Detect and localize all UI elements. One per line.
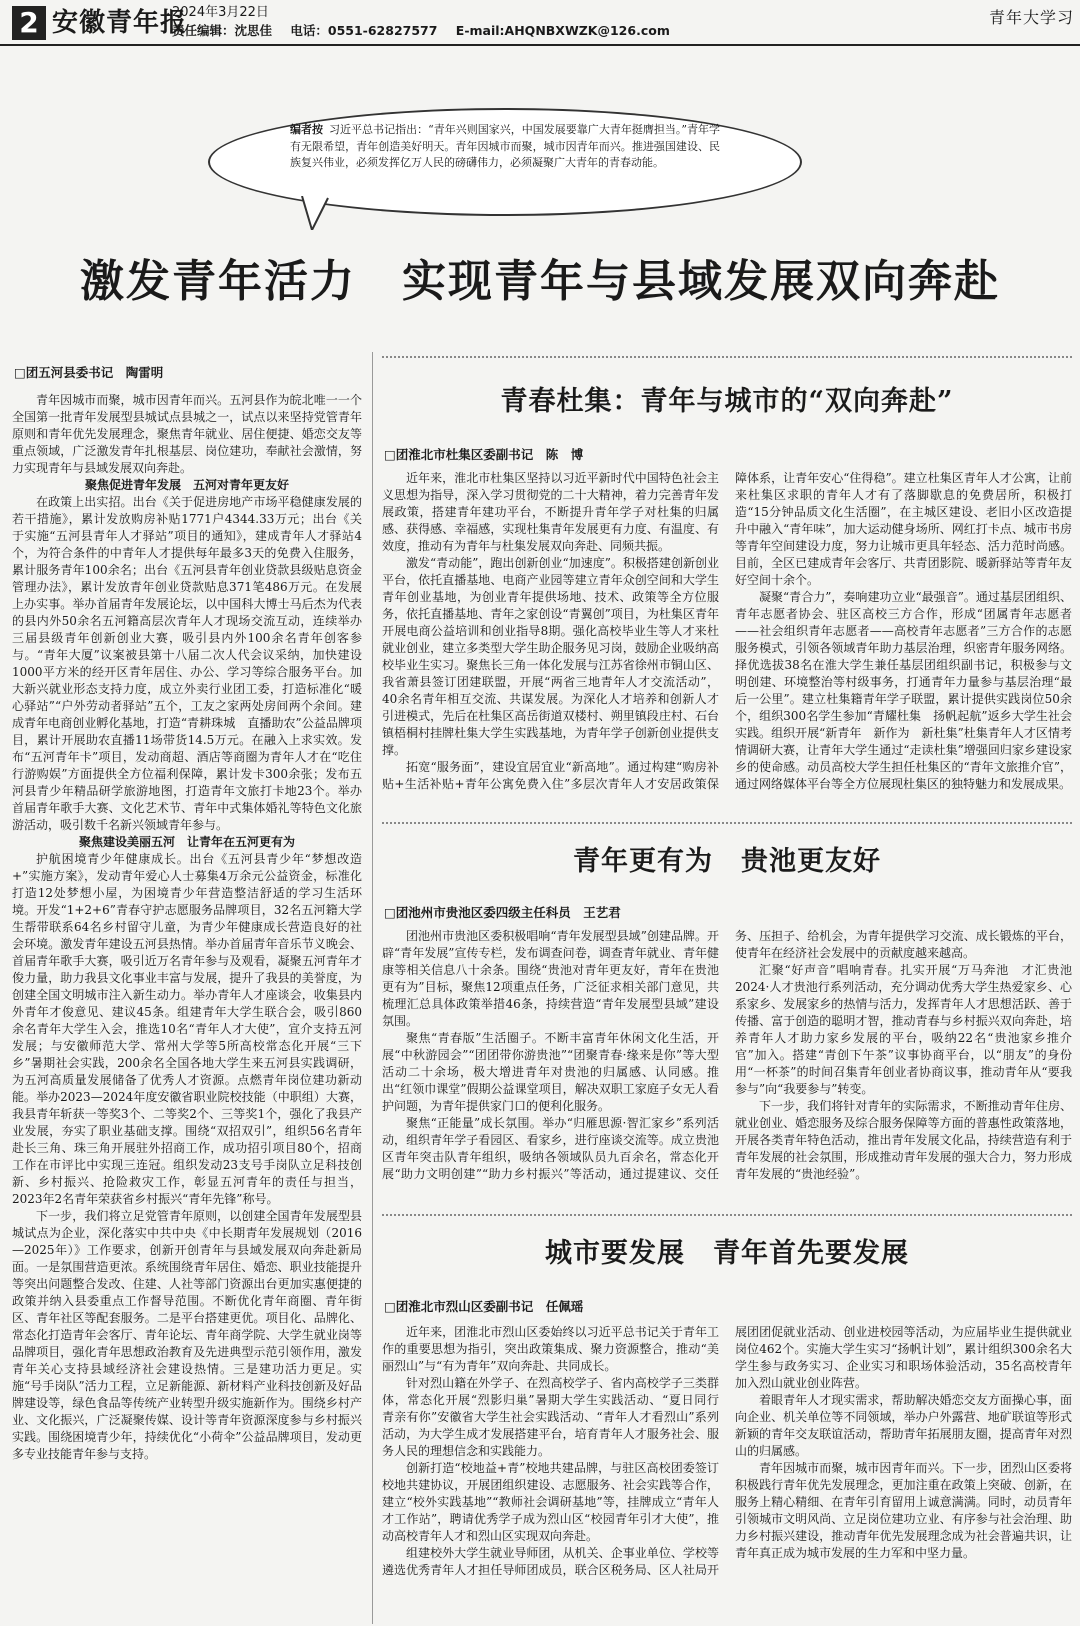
article1-paragraph: 下一步，我们将立足党管青年原则，以创建全国青年发展型县城试点为企业，深化落实中共中央《中长期青年发展规划（2016—2025年）》工作要求，创新开创青年与县域发展双向奔赴新局面。一是氛围营造更浓。系统围绕青年居住、婚恋、职业技能提升等突出问题整合发改、住建、人社等部门资源出台更加实惠便捷的政策并纳入县委重点工作督导范围。不断优化青年商圈、青年街区、青年社区等配套服务。二是平台搭建更优。项目化、品牌化、常态化打造青年会客厅、青年论坛、青年商学院、大学生就业岗等品牌项目，强化青年思想政治教育及先进典型示范引领作用，激发青年关心支持县域经济社会建设热情。三是建功活力更足。实施“号手岗队”活力工程，立足新能源、新材料产业科技创新及好品牌建设等，绿色食品等传统产业转型升级实施新作为。围绕乡村产业、文化振兴，广泛凝聚传媒、设计等青年资源深度参与乡村振兴实践。围绕困境青少年，持续优化“小荷伞”公益品牌项目，发动更多专业技能青年参与支持。 bbox=[12, 1209, 362, 1461]
article1-body bbox=[12, 392, 362, 1620]
section2-body bbox=[382, 928, 1072, 1200]
contact-line bbox=[172, 22, 684, 40]
section1-paragraph: 近年来，淮北市杜集区坚持以习近平新时代中国特色社会主义思想为指导，深入学习贯彻党的二十大精神，着力完善青年发展政策，搭建青年建功平台，不断提升青年学子对杜集的归属感、获得感、幸福感，实现杜集青年发展更有力度、有温度、有效度，推动有为青年与杜集发展双向奔赴、同频共振。 bbox=[382, 471, 719, 553]
editor-note-text: 习近平总书记指出：“青年兴则国家兴，中国发展要靠广大青年挺膺担当。”青年学有无限希望，青年创造美好明天。青年因城市而聚，城市因青年而兴。推进强国建设、民族复兴伟业，必须发挥亿万人民的磅礴伟力，必须凝聚广大青年的青春动能。 bbox=[290, 123, 721, 169]
article1-byline: □团五河县委书记 陶雷明 bbox=[14, 365, 164, 380]
editor-name: 责任编辑：沈思佳 bbox=[172, 23, 273, 38]
section1-paragraph: 激发“青动能”，跑出创新创业“加速度”。积极搭建创新创业平台，依托直播基地、电商产业园等建立青年众创空间和大学生青年创业基地，为创业青年提供场地、技术、政策等全方位服务，依托直播基地、青年之家创设“青翼创”项目，为杜集区青年开展电商公益培训和创业指导8期。强化高校毕业生等人才来杜就业创业，建立多类型大学生助企服务见习岗，鼓励企业吸纳高校毕业生实习。聚焦长三角一体化发展与江苏省徐州市铜山区、我省萧县签订团建联盟，开展“两省三地青年人才交流活动”，40余名青年相互交流、共谋发展。为深化人才培养和创新人才引进模式，先后在杜集区高岳街道双楼村、朔里镇段庄村、石台镇梧桐村挂牌杜集大学生实践基地，为青年学子创新创业提供支撑。 bbox=[382, 556, 719, 757]
section3-paragraph: 创新打造“校地益+青”校地共建品牌，与驻区高校团委签订校地共建协议，开展团组织建设、志愿服务、社会实践等合作，建立“校外实践基地”“教师社会调研基地”等，挂牌成立“青年人才工作站”，聘请优秀学子成为烈山区“校园青年引才大使”，推动高校青年人才和烈山区实现双向奔赴。 bbox=[382, 1461, 719, 1543]
editor-note-label: 编者按 bbox=[290, 123, 324, 136]
phone-number: 电话：0551-62827577 bbox=[290, 23, 438, 38]
section3-paragraph: 青年因城市而聚，城市因青年而兴。下一步，团烈山区委将积极践行青年优先发展理念，更加注重在政策上突破、创新，在服务上精心精细、在青年引育留用上诚意满满。同时，动员青年引领城市文明风尚、立足岗位建功立业、有序参与社会治理、助力乡村振兴建设，推动青年优先发展理念成为社会普遍共识，让青年真正成为城市发展的生力军和中坚力量。 bbox=[735, 1461, 1072, 1560]
article1-subheading: 聚焦促进青年发展 五河对青年更友好 bbox=[84, 478, 289, 492]
section1-byline: □团淮北市杜集区委副书记 陈 博 bbox=[384, 447, 584, 462]
article1-paragraph: 护航困境青少年健康成长。出台《五河县青少年“梦想改造+”实施方案》，发动青年爱心人士募集4万余元公益资金，标准化打造12处梦想小屋，为困境青少年营造整洁舒适的学习生活环境。开发“1+2+6”青春守护志愿服务品牌项目，32名五河籍大学生帮带联系64名乡村留守儿童，为青少年健康成长营造良好的社会环境。激发青年建设五河县热情。举办首届青年音乐节义晚会、首届青年歌手大赛，吸引近万名青年参与及观看，凝聚五河青年才俊力量，助力我县文化事业丰富与发展，提升了我县的美誉度，为创建全国文明城市注入新生动力。举办青年人才座谈会，收集县内外青年才俊意见、建议45条。组建青年大学生联合会，吸引860余名青年大学生入会，推选10名“青年人才大使”，宣介支持五河发展；与安徽师范大学、常州大学等5所高校常态化开展“三下乡”暑期社会实践，200余名全国各地大学生来五河县实践调研，为五河高质量发展储备了优秀人才资源。点燃青年岗位建功新动能。举办2023—2024年度安徽省职业院校技能（中职组）大赛，我县青年斩获一等奖3个、二等奖2个、三等奖1个，强化了我县产业发展，夯实了职业基础支撑。围绕“双招双引”，组织56名青年赴长三角、珠三角开展驻外招商工作，成功招引项目80个，招商工作在市评比中实现三连冠。组织发动23支号手岗队立足科技创新、乡村振兴、抢险救灾工作，彰显五河青年的责任与担当，2023年2名青年荣获省乡村振兴“青年先锋”称号。 bbox=[12, 852, 362, 1206]
email-address: E-mail:AHQNBXWZK@126.com bbox=[455, 23, 670, 38]
section2-title: 青年更有为 贵池更友好 bbox=[573, 846, 881, 877]
section1-body bbox=[382, 470, 1072, 810]
section3-paragraph: 着眼青年人才现实需求，帮助解决婚恋交友方面操心事，面向企业、机关单位等不同领域，举办户外露营、地矿联谊等形式新颖的青年交友联谊活动，帮助青年拓展朋友圈，提高青年对烈山的归属感。 bbox=[735, 1393, 1072, 1458]
section3-paragraph: 针对烈山籍在外学子、在烈高校学子、省内高校学子三类群体，常态化开展“烈影归巢”暑期大学生实践活动、“夏日同行 青亲有你”安徽省大学生社会实践活动、“青年人才看烈山”系列活动，为大学生成才发展搭建平台，培育青年人才服务社会、服务人民的理想信念和实践能力。 bbox=[382, 1376, 732, 1458]
section3-title: 城市要发展 青年首先要发展 bbox=[545, 1238, 909, 1269]
section2-paragraph: 下一步，我们将针对青年的实际需求，不断推动青年住房、就业创业、婚恋服务及综合服务保障等方面的普惠性政策落地，开展各类青年特色活动，推出青年发展文化品，持续营造有利于青年发展的社会氛围，形成推动青年发展的强大合力，努力形成青年发展的“贵池经验”。 bbox=[735, 1099, 1072, 1181]
speech-bubble-tail-icon bbox=[298, 196, 344, 230]
newspaper-name: 安徽青年报 bbox=[52, 8, 188, 38]
editor-note bbox=[290, 122, 720, 172]
section1-title: 青春杜集：青年与城市的“双向奔赴” bbox=[500, 386, 954, 417]
section2-paragraph: 聚焦“正能量”成长氛围。举办“归雁思源·智汇家乡”系列活动，组织青年学子看园区、看家乡，进行座谈交流等。成立贵池区青年突击队青年组织，吸纳各领域队员九百余名，常态化开展“助力文明创建”“助力乡村振兴”等活动，通过提建议、交任务、压担子、给机会，为青年提供学习交流、成长锻炼的平台，使青年在经济社会发展中的贡献度越来越高。 bbox=[382, 929, 1072, 1181]
section3-paragraph: 组建校外大学生就业导师团，从机关、企事业单位、学校等遴选优秀青年人才担任导师团成员，联合区税务局、区人社局开展团团促就业活动、创业进校园等活动，为应届毕业生提供就业岗位462个。实施大学生实习“扬帆计划”，累计组织300余名大学生参与政务实习、企业实习和职场体验活动，35名高校青年加入烈山就业创业阵营。 bbox=[382, 1325, 1072, 1577]
section2-paragraph: 聚焦“青春版”生活圈子。不断丰富青年休闲文化生活，开展“中秋游园会”“团团带你游贵池”“团聚青春·缘来是你”等大型活动二十余场，极大增进青年对贵池的归属感、认同感。推出“红领巾课堂”假期公益课堂项目，解决双职工家庭子女无人看护问题，为青年提供家门口的便利化服务。 bbox=[382, 1031, 719, 1113]
section3-body bbox=[382, 1324, 1072, 1620]
column-divider bbox=[372, 352, 373, 1624]
section2-top-rule bbox=[382, 822, 1072, 824]
section1-top-rule bbox=[382, 356, 1072, 358]
article1-paragraph: 在政策上出实招。出台《关于促进房地产市场平稳健康发展的若干措施》，累计发放购房补贴1771户4344.33万元；出台《关于实施“五河县青年人才驿站”项目的通知》，建成青年人才驿站4个，为符合条件的中青年人才提供每年最多3天的免费入住服务，累计服务青年100余名；出台《五河县青年创业贷款县级贴息资金管理办法》，累计发放青年创业贷款贴息371笔486万元。在发展上办实事。举办首届青年发展论坛，以中国科大博士马后杰为代表的县内外50余名五河籍高层次青年人才现场交流互动，连续举办三届县级青年创新创业大赛，吸引县内外100余名青年创客参与。“青年大厦”议案被县第十八届二次人代会议采纳，加快建设1000平方米的经开区青年居住、办公、学习等综合服务平台。加大新兴就业形态支持力度，成立外卖行业团工委，打造标准化“暖心驿站”“户外劳动者驿站”五个，工友之家两处房间两个余间。建成青年电商创业孵化基地，打造“青耕珠城 直播助农”公益品牌项目，累计开展助农直播11场带货14.5万元。在融入上求实效。发布“五河青年卡”项目，发动商超、酒店等商圈为青年人才在“吃住行游购娱”方面提供全方位福利保障，累计发卡300余张；发布五河县青少年精品研学旅游地图，打造青年文旅打卡地23个。举办首届青年歌手大赛、文化艺术节、青年中式集体婚礼等特色文化旅游活动，吸引数千名新兴领域青年参与。 bbox=[12, 495, 362, 832]
page-number: 2 bbox=[12, 6, 46, 40]
section2-byline: □团池州市贵池区委四级主任科员 王艺君 bbox=[384, 905, 621, 920]
section1-paragraph: 凝聚“青合力”，奏响建功立业“最强音”。通过基层团组织、青年志愿者协会、驻区高校三方合作，形成“团属青年志愿者——社会组织青年志愿者——高校青年志愿者”三方合作的志愿服务模式，引领各领域青年助力基层治理，织密青年服务网络。择优选拔38名在淮大学生兼任基层团组织副书记，积极参与文明创建、环境整治等村级事务，打通青年力量参与基层治理“最后一公里”。建立杜集籍青年学子联盟，累计提供实践岗位50余个，组织300名学生参加“青耀杜集 扬帆起航”返乡大学生社会实践。组织开展“新青年 新作为 新杜集”杜集青年人才区情考情调研大赛，让青年大学生通过“走读杜集”增强回归家乡建设家乡的使命感。动员高校大学生担任杜集区的“青年文旅推介官”，通过网络媒体平台等全方位展现杜集区的独特魅力和发展成果。 bbox=[735, 590, 1072, 791]
section2-paragraph: 汇聚“好声音”唱响青春。扎实开展“万马奔池 才汇贵池2024·人才贵池行系列活动，充分调动优秀大学生热爱家乡、心系家乡、发展家乡的热情与活力，发挥青年人才思想活跃、善于传播、富于创造的聪明才智，推动青春与乡村振兴双向奔赴，培养青年人才助力家乡发展的平台，吸纳22名“贵池家乡推介官”加入。搭建“青创下午茶”议事协商平台，以“朋友”的身份用“一杯茶”的时间召集青年创业者协商议事，推动青年从“要我参与”向“我要参与”转变。 bbox=[735, 963, 1072, 1096]
article1-subheading: 聚焦建设美丽五河 让青年在五河更有为 bbox=[78, 835, 295, 849]
section3-paragraph: 近年来，团淮北市烈山区委始终以习近平总书记关于青年工作的重要思想为指引，突出政策集成、聚力资源整合，推动“美丽烈山”与“有为青年”双向奔赴、共同成长。 bbox=[382, 1325, 719, 1373]
masthead bbox=[0, 0, 1080, 46]
section3-top-rule bbox=[382, 1214, 1072, 1216]
section1-paragraph: 拓宽“服务面”，建设宜居宜业“新高地”。通过构建“购房补贴+生活补贴+青年公寓免费入住”多层次青年人才安居政策保障体系，让青年安心“住得稳”。建立杜集区青年人才公寓，让前来杜集区求职的青年人才有了落脚歇息的免费居所，积极打造“15分钟品质文化生活圈”，在主城区建设、老旧小区改造提升中融入“青年味”，加大运动健身场所、网红打卡点、城市书房等青年空间建设力度，努力让城市更具年轻态、活力范时尚感。目前，全区已建成青年会客厅、共青团影院、暖新驿站等青年友好空间十余个。 bbox=[382, 471, 1072, 791]
section3-byline: □团淮北市烈山区委副书记 任佩瑶 bbox=[384, 1299, 584, 1314]
section2-paragraph: 团池州市贵池区委积极唱响“青年发展型县域”创建品牌。开辟“青年发展”宣传专栏，发布调查问卷，调查青年就业、青年健康等相关信息八十余条。围绕“贵池对青年更友好，青年在贵池更有为”目标，聚焦12项重点任务，广泛征求相关部门意见，共梳理汇总具体政策举措46条，持续营造“青年发展型县域”建设氛围。 bbox=[382, 929, 719, 1028]
article1-paragraph: 青年因城市而聚，城市因青年而兴。五河县作为皖北唯一一个全国第一批青年发展型县城试点县城之一，试点以来坚持党管青年原则和青年优先发展理念，聚焦青年就业、居住便捷、婚恋交友等重点领域，广泛激发青年扎根基层、岗位建功，奉献社会激情，努力实现青年与县域发展双向奔赴。 bbox=[12, 393, 362, 475]
issue-date: 2024年3月22日 bbox=[172, 5, 269, 20]
section-name: 青年大学习 bbox=[988, 8, 1074, 27]
page-headline: 激发青年活力 实现青年与县域发展双向奔赴 bbox=[80, 256, 1000, 307]
